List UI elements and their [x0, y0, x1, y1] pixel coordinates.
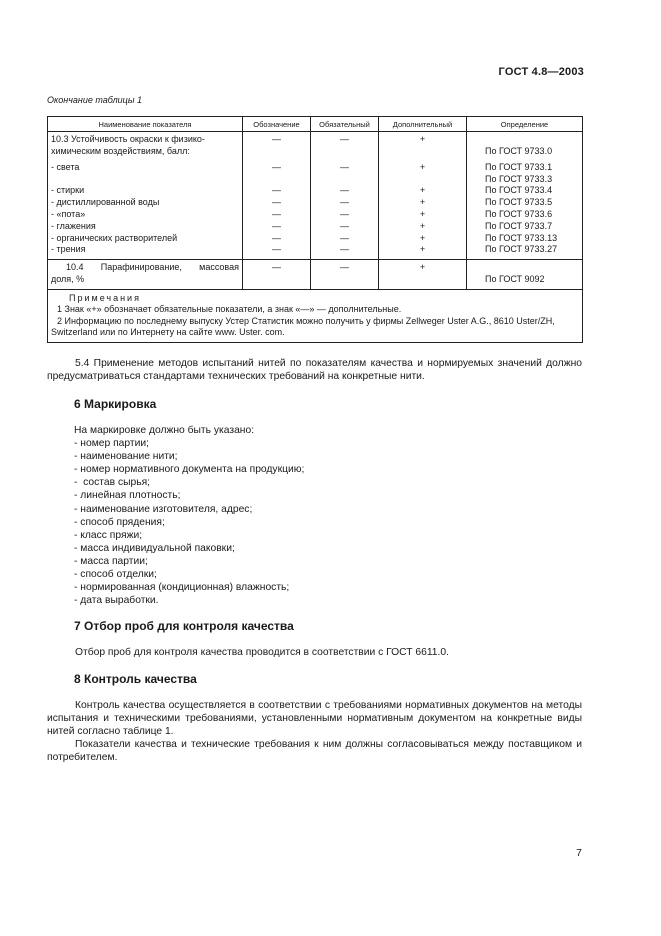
list-item: - масса индивидуальной паковки;: [74, 542, 235, 554]
list-item: - состав сырья;: [74, 477, 151, 489]
note-2: 2 Информацию по последнему выпуску Устер Статистик можно получить у фирмы Zellweger Uster A.G., 8610 Uster/ZH, Switzerland или по Интернету на сайте www. Uster. com.: [51, 315, 555, 338]
cell-additional: +: [379, 209, 467, 221]
cell-designation: [243, 174, 311, 186]
cell-mandatory: —: [311, 158, 379, 174]
table-row: [48, 158, 583, 174]
cell-additional: +: [379, 185, 467, 197]
cell-additional: [379, 174, 467, 186]
list-item: - линейная плотность;: [74, 490, 181, 502]
cell-designation: —: [243, 185, 311, 197]
section-7-text: Отбор проб для контроля качества проводится в соответствии с ГОСТ 6611.0.: [75, 647, 449, 658]
cell-definition: По ГОСТ 9733.7: [467, 221, 583, 233]
table-header-row: [48, 117, 583, 132]
table-row: [48, 185, 583, 197]
list-item: - наименование изготовителя, адрес;: [74, 503, 253, 515]
column-header: Определение: [467, 117, 583, 132]
table-row: [48, 132, 583, 158]
cell-definition: По ГОСТ 9733.6: [467, 209, 583, 221]
indicator-name: - глажения: [48, 221, 243, 233]
cell-definition: По ГОСТ 9733.5: [467, 197, 583, 209]
cell-additional: +: [379, 197, 467, 209]
cell-definition: По ГОСТ 9733.1: [467, 158, 583, 174]
list-item: - наименование нити;: [74, 451, 178, 463]
document-id: ГОСТ 4.8—2003: [498, 66, 584, 78]
section-8-paragraph-1: Контроль качества осуществляется в соответствии с требованиями нормативных документов на методы испытания и техническими требованиями, установленными нормативным документом на конкретные виды нитей согласно таблице 1.: [47, 700, 582, 737]
cell-mandatory: —: [311, 185, 379, 197]
table-row: [48, 260, 583, 290]
section-7-title: 7 Отбор проб для контроля качества: [74, 619, 294, 633]
indicator-name: - света: [48, 158, 243, 174]
cell-additional: +: [379, 158, 467, 174]
cell-mandatory: —: [311, 209, 379, 221]
section-8-paragraph-2: Показатели качества и технические требования к ним должны согласовываться между поставщиком и потребителем.: [47, 739, 582, 763]
cell-definition: По ГОСТ 9733.27: [467, 244, 583, 259]
column-header: Обозначение: [243, 117, 311, 132]
cell-additional: +: [379, 221, 467, 233]
column-header: Наименование показателя: [48, 117, 243, 132]
cell-mandatory: [311, 174, 379, 186]
list-item: - дата выработки.: [74, 595, 159, 607]
indicator-name: - органических растворителей: [48, 233, 243, 245]
cell-designation: —: [243, 233, 311, 245]
cell-designation: —: [243, 244, 311, 259]
quality-indicators-table: [47, 116, 583, 343]
indicator-name: 10.3 Устойчивость окраски к физико- химическим воздействиям, балл:: [48, 132, 243, 158]
table-row: [48, 174, 583, 186]
table-caption: Окончание таблицы 1: [47, 95, 142, 105]
cell-mandatory: —: [311, 197, 379, 209]
cell-additional: +: [379, 244, 467, 259]
cell-designation: —: [243, 260, 311, 290]
cell-additional: +: [379, 132, 467, 158]
cell-mandatory: —: [311, 233, 379, 245]
cell-definition: По ГОСТ 9092: [467, 260, 583, 290]
cell-designation: —: [243, 197, 311, 209]
cell-designation: —: [243, 158, 311, 174]
table-notes-row: [48, 289, 583, 342]
table-row: [48, 244, 583, 259]
cell-definition: По ГОСТ 9733.4: [467, 185, 583, 197]
table-notes: [48, 289, 583, 342]
indicator-name: - дистиллированной воды: [48, 197, 243, 209]
note-1: 1 Знак «+» обозначает обязательные показатели, а знак «—» — дополнительные.: [57, 304, 402, 315]
cell-additional: +: [379, 233, 467, 245]
list-item: - класс пряжи;: [74, 529, 143, 541]
indicator-name: 10.4 Парафинирование, массовая доля, %: [48, 260, 243, 290]
section-8-title: 8 Контроль качества: [74, 672, 197, 686]
section-6-title: 6 Маркировка: [74, 397, 157, 411]
cell-designation: —: [243, 132, 311, 158]
cell-mandatory: —: [311, 221, 379, 233]
list-item: - номер партии;: [74, 438, 149, 450]
cell-mandatory: —: [311, 260, 379, 290]
table-row: [48, 209, 583, 221]
cell-designation: —: [243, 221, 311, 233]
list-item: - способ прядения;: [74, 516, 165, 528]
list-item: - номер нормативного документа на продукцию;: [74, 464, 305, 476]
cell-definition: По ГОСТ 9733.0: [467, 132, 583, 158]
cell-definition: По ГОСТ 9733.13: [467, 233, 583, 245]
cell-additional: +: [379, 260, 467, 290]
section-8-text: [47, 699, 582, 764]
indicator-name: - стирки: [48, 185, 243, 197]
cell-mandatory: —: [311, 244, 379, 259]
notes-heading: Примечания: [69, 292, 141, 303]
cell-definition: По ГОСТ 9733.3: [467, 174, 583, 186]
cell-mandatory: —: [311, 132, 379, 158]
paragraph-5-4: 5.4 Применение методов испытаний нитей по показателям качества и нормируемых значений должно предусматриваться стандартами технических требований на конкретные нити.: [47, 358, 582, 382]
list-item: - нормированная (кондиционная) влажность;: [74, 582, 290, 594]
list-item: - способ отделки;: [74, 569, 157, 581]
column-header: Обязательный: [311, 117, 379, 132]
marking-list: [74, 424, 304, 607]
list-intro: На маркировке должно быть указано:: [74, 425, 255, 436]
indicator-name: - «пота»: [48, 209, 243, 221]
table-row: [48, 221, 583, 233]
list-item: - масса партии;: [74, 555, 148, 567]
table-row: [48, 233, 583, 245]
table-row: [48, 197, 583, 209]
cell-designation: —: [243, 209, 311, 221]
column-header: Дополнительный: [379, 117, 467, 132]
page-number: 7: [576, 847, 582, 859]
indicator-name: - трения: [48, 244, 243, 259]
indicator-name: [48, 174, 243, 186]
